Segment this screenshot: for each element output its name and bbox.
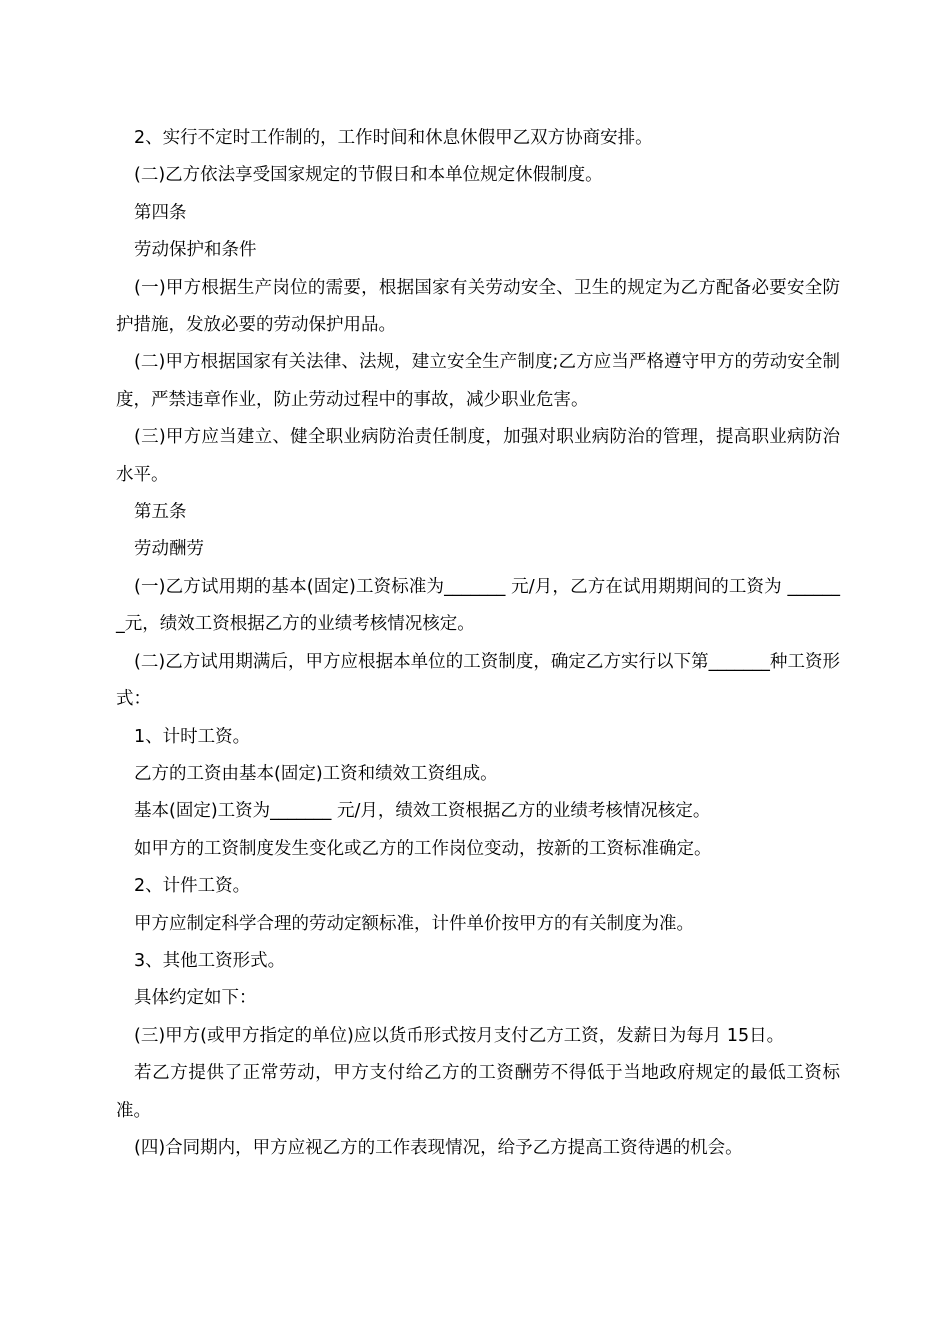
paragraph-salary-change: 如甲方的工资制度发生变化或乙方的工作岗位变动，按新的工资标准确定。	[134, 838, 712, 859]
paragraph-pay-day: (三)甲方(或甲方指定的单位)应以货币形式按月支付乙方工资，发薪日为每月 15日。	[134, 1025, 785, 1046]
paragraph-specific-terms: 具体约定如下：	[134, 988, 257, 1009]
paragraph-probation-salary: (一)乙方试用期的基本(固定)工资标准为_______ 元/月，乙方在试用期期间的工资为 _______元，绩效工资根据乙方的业绩考核情况核定。	[116, 576, 840, 635]
paragraph-piece-quota: 甲方应制定科学合理的劳动定额标准，计件单价按甲方的有关制度为准。	[134, 913, 694, 934]
paragraph-holidays: (二)乙方依法享受国家规定的节假日和本单位规定休假制度。	[134, 165, 603, 186]
article-5-title: 劳动酬劳	[134, 539, 204, 560]
paragraph-salary-form: (二)乙方试用期满后，甲方应根据本单位的工资制度，确定乙方实行以下第_______种工资形式：	[116, 651, 840, 710]
paragraph-safety-system: (二)甲方根据国家有关法律、法规，建立安全生产制度;乙方应当严格遵守甲方的劳动安全制度，严禁违章作业，防止劳动过程中的事故，减少职业危害。	[116, 352, 840, 410]
paragraph-base-salary: 基本(固定)工资为_______ 元/月，绩效工资根据乙方的业绩考核情况核定。	[134, 801, 711, 822]
document-body	[116, 120, 840, 1167]
article-4-heading: 第四条	[134, 202, 187, 223]
paragraph-piece-wage: 2、计件工资。	[134, 876, 251, 897]
paragraph-work-hours-flexible: 2、实行不定时工作制的，工作时间和休息休假甲乙双方协商安排。	[134, 128, 653, 148]
paragraph-other-wage: 3、其他工资形式。	[134, 950, 286, 971]
article-4-title: 劳动保护和条件	[134, 240, 257, 261]
paragraph-time-wage: 1、计时工资。	[134, 726, 251, 747]
paragraph-salary-composition: 乙方的工资由基本(固定)工资和绩效工资组成。	[134, 763, 498, 784]
article-5-heading: 第五条	[134, 502, 187, 523]
paragraph-protection-equipment: (一)甲方根据生产岗位的需要，根据国家有关劳动安全、卫生的规定为乙方配备必要安全防护措施，发放必要的劳动保护用品。	[116, 277, 840, 336]
paragraph-minimum-wage: 若乙方提供了正常劳动，甲方支付给乙方的工资酬劳不得低于当地政府规定的最低工资标准。	[116, 1063, 840, 1121]
paragraph-occupational-disease: (三)甲方应当建立、健全职业病防治责任制度，加强对职业病防治的管理，提高职业病防治水平。	[116, 427, 840, 485]
paragraph-raise-opportunity: (四)合同期内，甲方应视乙方的工作表现情况，给予乙方提高工资待遇的机会。	[134, 1137, 743, 1158]
